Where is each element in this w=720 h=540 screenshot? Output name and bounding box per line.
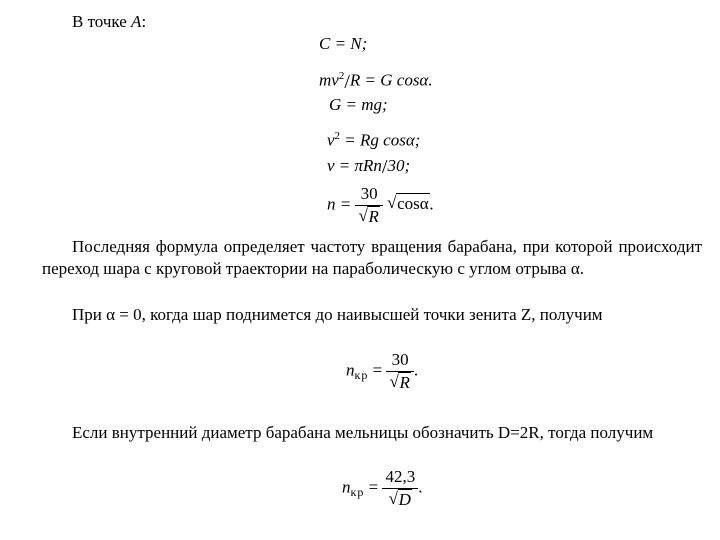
equation-centripetal: $mv^2/R = G$ cosα. <box>319 70 433 93</box>
paragraph-inner-diameter: Если внутренний диаметр барабана мельницы обозначить D=2R, тогда получим <box>72 423 654 442</box>
equation-velocity: v = πRn/30; <box>327 156 411 178</box>
equation-critical-frequency-diameter: $n_{кр}$ = 42,3 √ D . <box>342 467 423 509</box>
equation-gravity: G = mg; <box>329 95 388 114</box>
point-heading: В точке A: <box>72 12 147 31</box>
equation-critical-frequency-radius: $n_{кр}$ = 30 √ R . <box>346 350 419 392</box>
paragraph-zero-angle: При α = 0, когда шар поднимется до наивысшей точки зенита Z, получим <box>72 305 603 324</box>
paragraph-frequency-explanation: Последняя формула определяет частоту вращения барабана, при которой происходит переход шара с круговой траектории на параболическую с углом отрыва α. <box>42 237 702 278</box>
equation-frequency: n = 30 √ R √ cosα. <box>327 184 434 226</box>
equation-velocity-squared: $v^2 = Rg$ cosα; <box>327 130 421 150</box>
equation-force-balance: C = N; <box>319 34 368 53</box>
